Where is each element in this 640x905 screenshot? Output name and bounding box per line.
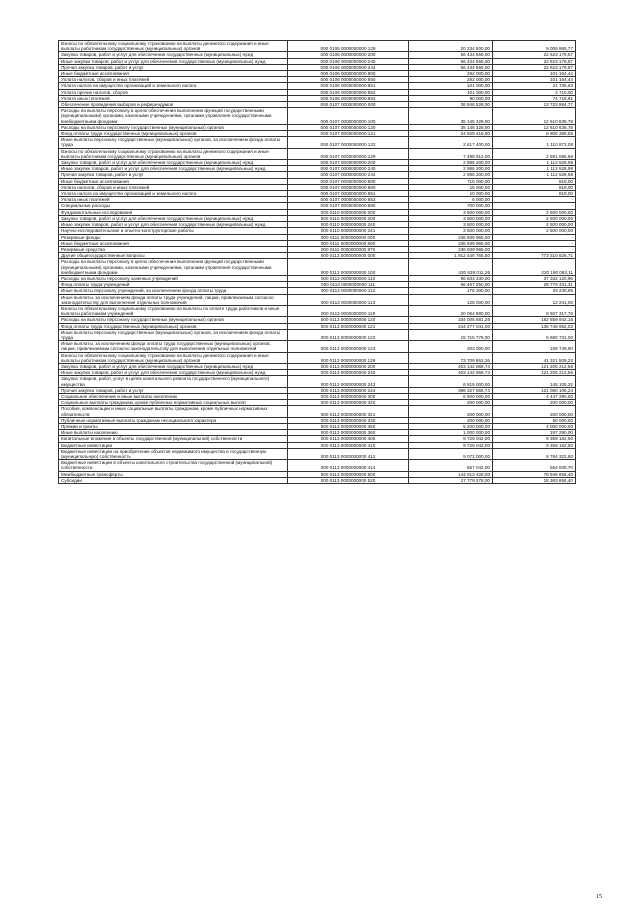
row-plan-amount: 9 729 042,00 (409, 442, 493, 448)
row-code: 000 0107 0000000000 200 (288, 160, 409, 166)
row-name: Фонд оплаты труда государственных (муниципальных) органов (59, 131, 288, 137)
row-executed-amount: - (493, 234, 576, 240)
row-plan-amount: 396 327 868,74 (409, 387, 493, 393)
row-code: 000 0113 0000000000 244 (288, 387, 409, 393)
row-code: 000 0113 0000000000 110 (288, 275, 409, 281)
row-name: Резервные средства (59, 246, 288, 252)
row-code: 000 0113 0000000000 350 (288, 424, 409, 430)
row-executed-amount: 21 735,63 (493, 83, 576, 89)
row-plan-amount: 2 986 200,00 (409, 166, 493, 172)
row-name: Иные бюджетные ассигнования (59, 240, 288, 246)
row-code: 000 0107 0000000000 850 (288, 184, 409, 190)
row-name: Взносы по обязательному социальному страхованию на выплаты денежного содержания и иные выплаты работникам государственных (муниципальных) органов (59, 148, 288, 159)
row-executed-amount: 121 060 106,24 (493, 387, 576, 393)
row-plan-amount: 6 815 000,00 (409, 376, 493, 387)
row-plan-amount: 700 000,00 (409, 203, 493, 209)
row-code: 000 0106 0000000000 200 (288, 52, 409, 58)
row-plan-amount: 2 817 400,00 (409, 137, 493, 148)
row-executed-amount: 50 000,00 (493, 417, 576, 423)
row-name: Уплата налога на имущество организаций и земельного налога (59, 191, 288, 197)
row-name: Закупка товаров, работ, услуг в целях капитального ремонта государственного (муниципального) имущества (59, 376, 288, 387)
row-code: 000 0106 0000000000 244 (288, 64, 409, 70)
row-code: 000 0113 0000000000 414 (288, 460, 409, 471)
row-name: Иные выплаты, за исключением фонда оплаты труда государственных (муниципальных) органов, лицам, привлекаемым согласно законодательству для выполнения отдельных полномочий (59, 341, 288, 352)
row-name: Другие общегосударственные вопросы (59, 253, 288, 259)
row-name: Фонд оплаты труда государственных (муниципальных) органов (59, 323, 288, 329)
row-plan-amount: 27 779 278,00 (409, 477, 493, 483)
row-executed-amount: 108 749,90 (493, 341, 576, 352)
row-code: 000 0113 0000000000 360 (288, 430, 409, 436)
row-code: 000 0113 0000000000 120 (288, 317, 409, 323)
row-code: 000 0113 0000000000 320 (288, 400, 409, 406)
row-plan-amount: 1 000 000,00 (409, 430, 493, 436)
row-code: 000 0113 0000000000 113 (288, 294, 409, 305)
row-executed-amount: 1 112 528,98 (493, 166, 576, 172)
row-executed-amount: 220 190 063,11 (493, 259, 576, 276)
row-code: 000 0106 0000000000 851 (288, 83, 409, 89)
row-executed-amount: 9 359 162,50 (493, 436, 576, 442)
row-name: Иные закупки товаров, работ и услуг для обеспечения государственных (муниципальных) нужд (59, 370, 288, 376)
row-executed-amount: 8 908 389,55 (493, 131, 576, 137)
row-executed-amount: 2 591 595,66 (493, 148, 576, 159)
row-name: Бюджетные инвестиции на приобретение объектов недвижимого имущества в государственную (муниципальную) собственность (59, 448, 288, 459)
row-plan-amount: 5 200 000,00 (409, 424, 493, 430)
row-code: 000 0110 0000000000 000 (288, 209, 409, 215)
row-executed-amount: 101 164,44 (493, 71, 576, 77)
row-code: 000 0113 0000000000 520 (288, 477, 409, 483)
row-executed-amount: 182 859 942,15 (493, 317, 576, 323)
row-executed-amount: 2 500 000,00 (493, 222, 576, 228)
row-name: Субсидии (59, 477, 288, 483)
row-code: 000 0111 0000000000 870 (288, 246, 409, 252)
row-plan-amount: 20 064 880,00 (409, 305, 493, 316)
row-code: 000 0106 0000000000 850 (288, 77, 409, 83)
row-plan-amount: 200 000,00 (409, 400, 493, 406)
row-name: Уплата прочих налогов, сборов (59, 89, 288, 95)
row-plan-amount: 101 000,00 (409, 83, 493, 89)
row-name: Фундаментальные исследования (59, 209, 288, 215)
row-plan-amount: 3 500 000,00 (409, 228, 493, 234)
row-plan-amount: 6 600 000,00 (409, 393, 493, 399)
row-name: Бюджетные инвестиции в объекты капитального строительства государственной (муниципальной) собственности (59, 460, 288, 471)
row-name: Специальные расходы (59, 203, 288, 209)
row-plan-amount: 244 277 041,00 (409, 323, 493, 329)
row-name: Закупка товаров, работ и услуг для обеспечения государственных (муниципальных) нужд (59, 160, 288, 166)
row-name: Закупка товаров, работ и услуг для обеспечения государственных (муниципальных) нужд (59, 52, 288, 58)
row-executed-amount: 819,00 (493, 191, 576, 197)
row-code: 000 0107 0000000000 000 (288, 102, 409, 108)
row-name: Расходы на выплаты персоналу государственных (муниципальных) органов (59, 124, 288, 130)
row-plan-amount: 292 000,00 (409, 71, 493, 77)
row-plan-amount: 56 434 555,00 (409, 52, 493, 58)
row-name: Иные бюджетные ассигнования (59, 71, 288, 77)
row-name: Иные бюджетные ассигнования (59, 178, 288, 184)
row-name: Социальные выплаты гражданам, кроме публичных нормативных социальных выплат (59, 400, 288, 406)
row-code: 000 0113 0000000000 300 (288, 393, 409, 399)
row-code: 000 0107 0000000000 851 (288, 191, 409, 197)
row-executed-amount: 4 710,00 (493, 89, 576, 95)
table-row (59, 460, 576, 471)
table-row (59, 352, 576, 363)
row-plan-amount: 176 200,00 (409, 288, 493, 294)
table-row (59, 294, 576, 305)
row-executed-amount: 12 241,00 (493, 294, 576, 305)
row-name: Межбюджетные трансферты (59, 471, 288, 477)
row-executed-amount: 22 623 179,57 (493, 52, 576, 58)
row-code: 000 0113 0000000000 412 (288, 448, 409, 459)
row-code: 000 0113 0000000000 123 (288, 341, 409, 352)
row-code: 000 0113 0000000000 000 (288, 253, 409, 259)
table-row (59, 137, 576, 148)
row-name: Иные закупки товаров, работ и услуг для обеспечения государственных (муниципальных) нужд (59, 222, 288, 228)
row-plan-amount: 66 467 250,00 (409, 282, 493, 288)
row-plan-amount: 7 498 512,00 (409, 148, 493, 159)
row-name: Иные закупки товаров, работ и услуг для обеспечения государственных (муниципальных) нужд (59, 166, 288, 172)
table-row (59, 341, 576, 352)
row-plan-amount: 56 434 555,00 (409, 64, 493, 70)
row-name: Расходы на выплаты персоналу государственных (муниципальных) органов (59, 317, 288, 323)
row-name: Расходы на выплаты персоналу в целях обеспечения выполнения функций государственными (муниципальными) органами, казенными учреждениями, органами управления государственными внебюджетными фондами (59, 108, 288, 125)
row-executed-amount: 22 623 179,57 (493, 58, 576, 64)
row-code: 000 0113 0000000000 330 (288, 417, 409, 423)
row-name: Публичные нормативные выплаты гражданам несоциального характера (59, 417, 288, 423)
row-name: Закупка товаров, работ и услуг для обеспечения государственных (муниципальных) нужд (59, 363, 288, 369)
row-plan-amount: 90 000,00 (409, 95, 493, 101)
row-name: Резервные фонды (59, 234, 288, 240)
row-plan-amount: 15 715 778,00 (409, 329, 493, 340)
row-executed-amount: 37 332 120,96 (493, 275, 576, 281)
row-name: Иные выплаты персоналу учреждений, за исключением фонда оплаты труда (59, 288, 288, 294)
row-executed-amount: 4 000 000,00 (493, 424, 576, 430)
row-plan-amount: 2 986 200,00 (409, 172, 493, 178)
row-executed-amount: 2 500 000,00 (493, 209, 576, 215)
row-code: 000 0111 0000000000 000 (288, 234, 409, 240)
row-name: Обеспечение проведения выборов и референдумов (59, 102, 288, 108)
row-code: 000 0107 0000000000 880 (288, 203, 409, 209)
row-executed-amount: 9 359 162,50 (493, 442, 576, 448)
row-name: Фонд оплаты труда учреждений (59, 282, 288, 288)
row-plan-amount: 35 145 328,00 (409, 108, 493, 125)
row-executed-amount: 41 321 509,23 (493, 352, 576, 363)
row-code: 000 0113 0000000000 119 (288, 305, 409, 316)
row-code: 000 0111 0000000000 800 (288, 240, 409, 246)
row-plan-amount: 236 939 965,00 (409, 246, 493, 252)
table-row (59, 108, 576, 125)
row-name: Иные выплаты, за исключением фонда оплаты труда учреждений, лицам, привлекаемым согласно законодательству для выполнения отдельных полномочий (59, 294, 288, 305)
row-code: 000 0110 0000000000 240 (288, 222, 409, 228)
row-plan-amount: 35 145 328,00 (409, 124, 493, 130)
row-code: 000 0113 0000000000 243 (288, 376, 409, 387)
row-name: Иные закупки товаров, работ и услуг для обеспечения государственных (муниципальных) нужд (59, 58, 288, 64)
table-row (59, 329, 576, 340)
row-name: Прочая закупка товаров, работ и услуг (59, 387, 288, 393)
row-plan-amount: 125 000,00 (409, 294, 493, 305)
row-name: Уплата налога на имущество организаций и земельного налога (59, 83, 288, 89)
row-executed-amount: 197 290,00 (493, 430, 576, 436)
row-plan-amount: 73 709 862,26 (409, 352, 493, 363)
table-row (59, 148, 576, 159)
row-executed-amount: 819,00 (493, 184, 576, 190)
row-name: Взносы по обязательному социальному страхованию на выплаты по оплате труда работников и иные выплаты работникам учреждений (59, 305, 288, 316)
row-plan-amount: 2 986 200,00 (409, 160, 493, 166)
row-executed-amount: 33 230,95 (493, 288, 576, 294)
row-code: 000 0107 0000000000 100 (288, 108, 409, 125)
row-executed-amount: 121 205 212,56 (493, 370, 576, 376)
row-executed-amount: 2 500 000,00 (493, 215, 576, 221)
row-executed-amount: 18 363 656,40 (493, 477, 576, 483)
row-executed-amount: - (493, 203, 576, 209)
row-executed-amount: - (493, 246, 576, 252)
row-executed-amount: 1 112 528,98 (493, 172, 576, 178)
row-plan-amount: 9 072 000,00 (409, 448, 493, 459)
row-code: 000 0107 0000000000 121 (288, 131, 409, 137)
row-plan-amount: 200 000,00 (409, 417, 493, 423)
row-code: 000 0113 0000000000 112 (288, 288, 409, 294)
table-row (59, 406, 576, 417)
row-name: Взносы по обязательному социальному страхованию на выплаты денежного содержания и иные выплаты работникам государственных (муниципальных) органов (59, 352, 288, 363)
row-plan-amount: 303 000,00 (409, 341, 493, 352)
row-executed-amount: 5 680 731,00 (493, 329, 576, 340)
row-name: Капитальные вложения в объекты государственной (муниципальной) собственности (59, 436, 288, 442)
row-plan-amount: 1 912 446 765,50 (409, 253, 493, 259)
table-row (59, 477, 576, 483)
row-executed-amount: 13 723 984,77 (493, 102, 576, 108)
row-executed-amount: 101 164,44 (493, 77, 576, 83)
row-plan-amount: 56 434 555,00 (409, 58, 493, 64)
row-plan-amount: 24 829 416,00 (409, 131, 493, 137)
report-sheet (58, 40, 575, 484)
row-plan-amount: 5 000,00 (409, 197, 493, 203)
budget-execution-table (58, 40, 576, 484)
row-plan-amount: 236 939 965,00 (409, 240, 493, 246)
row-plan-amount: 3 500 000,00 (409, 215, 493, 221)
row-code: 000 0106 0000000000 129 (288, 41, 409, 52)
row-code: 000 0107 0000000000 240 (288, 166, 409, 172)
row-executed-amount: 1 110 873,08 (493, 137, 576, 148)
row-executed-amount: 773 310 626,71 (493, 253, 576, 259)
row-name: Прочая закупка товаров, работ и услуг (59, 64, 288, 70)
row-code: 000 0110 0000000000 241 (288, 228, 409, 234)
row-name: Социальное обеспечение и иные выплаты населению (59, 393, 288, 399)
row-executed-amount: 12 610 636,78 (493, 124, 576, 130)
row-name: Расходы на выплаты персоналу в целях обеспечения выполнения функций государственными (муниципальными) органами, казенными учреждениями, органами управления государственными внебюджетными фондами (59, 259, 288, 276)
row-name: Уплата налогов, сборов и иных платежей (59, 77, 288, 83)
row-name: Взносы по обязательному социальному страхованию на выплаты денежного содержания и иные выплаты работникам государственных (муниципальных) органов (59, 41, 288, 52)
row-plan-amount: 86 833 330,00 (409, 275, 493, 281)
row-plan-amount: 236 939 965,00 (409, 234, 493, 240)
row-code: 000 0107 0000000000 122 (288, 137, 409, 148)
table-body (59, 41, 576, 484)
row-executed-amount: 12 610 636,78 (493, 108, 576, 125)
row-code: 000 0107 0000000000 800 (288, 178, 409, 184)
row-name: Премии и гранты (59, 424, 288, 430)
row-plan-amount: 144 013 428,00 (409, 471, 493, 477)
row-plan-amount: 20 234 800,00 (409, 41, 493, 52)
row-executed-amount: 4 447 290,00 (493, 393, 576, 399)
row-executed-amount: 78 946 656,40 (493, 471, 576, 477)
row-code: 000 0106 0000000000 852 (288, 89, 409, 95)
row-plan-amount: 3 500 000,00 (409, 209, 493, 215)
row-plan-amount: 403 142 868,74 (409, 370, 493, 376)
row-executed-amount: 22 623 179,57 (493, 64, 576, 70)
row-name: Иные выплаты населению (59, 430, 288, 436)
row-executed-amount: 8 794 322,80 (493, 448, 576, 459)
table-row (59, 41, 576, 52)
row-name: Пособия, компенсации и иные социальные выплаты гражданам, кроме публичных нормативных обязательств (59, 406, 288, 417)
row-code: 000 0106 0000000000 853 (288, 95, 409, 101)
row-name: Бюджетные инвестиции (59, 442, 288, 448)
row-code: 000 0113 0000000000 500 (288, 471, 409, 477)
table-row (59, 448, 576, 459)
row-executed-amount: 2 500 000,00 (493, 228, 576, 234)
row-executed-amount: 135 748 692,02 (493, 323, 576, 329)
row-code: 000 0110 0000000000 200 (288, 215, 409, 221)
row-executed-amount: 1 112 528,98 (493, 160, 576, 166)
row-executed-amount: 8 507 317,70 (493, 305, 576, 316)
row-name: Закупка товаров, работ и услуг для обеспечения государственных (муниципальных) нужд (59, 215, 288, 221)
row-executed-amount: 564 839,70 (493, 460, 576, 471)
row-plan-amount: 15 000,00 (409, 184, 493, 190)
row-plan-amount: 334 005 681,26 (409, 317, 493, 323)
row-plan-amount: 200 000,00 (409, 406, 493, 417)
row-code: 000 0107 0000000000 129 (288, 148, 409, 159)
row-plan-amount: 657 042,00 (409, 460, 493, 471)
row-executed-amount: 9 006 965,77 (493, 41, 576, 52)
row-plan-amount: 715 000,00 (409, 178, 493, 184)
row-plan-amount: 101 000,00 (409, 89, 493, 95)
page-number: 15 (596, 894, 602, 900)
row-plan-amount: 420 639 011,26 (409, 259, 493, 276)
row-code: 000 0113 0000000000 111 (288, 282, 409, 288)
row-plan-amount: 36 846 528,00 (409, 102, 493, 108)
row-name: Расходы на выплаты персоналу казенных учреждений (59, 275, 288, 281)
row-plan-amount: 3 500 000,00 (409, 222, 493, 228)
row-code: 000 0106 0000000000 800 (288, 71, 409, 77)
table-row (59, 305, 576, 316)
row-executed-amount: 200 000,00 (493, 406, 576, 417)
row-name: Иные выплаты персоналу государственных (муниципальных) органов, за исключением фонда оплаты труда (59, 137, 288, 148)
row-code: 000 0107 0000000000 244 (288, 172, 409, 178)
row-plan-amount: 292 000,00 (409, 77, 493, 83)
row-executed-amount: 28 779 331,31 (493, 282, 576, 288)
row-name: Уплата иных платежей (59, 95, 288, 101)
row-code: 000 0113 0000000000 100 (288, 259, 409, 276)
row-executed-amount: 200 000,00 (493, 400, 576, 406)
row-code: 000 0113 0000000000 129 (288, 352, 409, 363)
row-name: Научно-исследовательские и опытно-конструкторские работы (59, 228, 288, 234)
row-plan-amount: 10 000,00 (409, 191, 493, 197)
row-executed-amount: 819,00 (493, 178, 576, 184)
row-code: 000 0113 0000000000 321 (288, 406, 409, 417)
row-name: Уплата иных платежей (59, 197, 288, 203)
row-plan-amount: 9 729 042,00 (409, 436, 493, 442)
row-plan-amount: 403 142 868,74 (409, 363, 493, 369)
row-executed-amount: - (493, 240, 576, 246)
row-name: Уплата налогов, сборов и иных платежей (59, 184, 288, 190)
row-code: 000 0113 0000000000 121 (288, 323, 409, 329)
table-row (59, 376, 576, 387)
row-executed-amount: - (493, 197, 576, 203)
row-code: 000 0107 0000000000 120 (288, 124, 409, 130)
row-code: 000 0113 0000000000 122 (288, 329, 409, 340)
row-code: 000 0113 0000000000 400 (288, 436, 409, 442)
row-name: Иные выплаты персоналу государственных (муниципальных) органов, за исключением фонда оплаты труда (59, 329, 288, 340)
table-row (59, 259, 576, 276)
row-code: 000 0113 0000000000 410 (288, 442, 409, 448)
row-executed-amount: 74 718,81 (493, 95, 576, 101)
row-name: Прочая закупка товаров, работ и услуг (59, 172, 288, 178)
row-code: 000 0113 0000000000 240 (288, 370, 409, 376)
row-code: 000 0113 0000000000 200 (288, 363, 409, 369)
row-code: 000 0106 0000000000 240 (288, 58, 409, 64)
row-executed-amount: 145 105,32 (493, 376, 576, 387)
row-code: 000 0107 0000000000 853 (288, 197, 409, 203)
row-executed-amount: 121 205 212,56 (493, 363, 576, 369)
